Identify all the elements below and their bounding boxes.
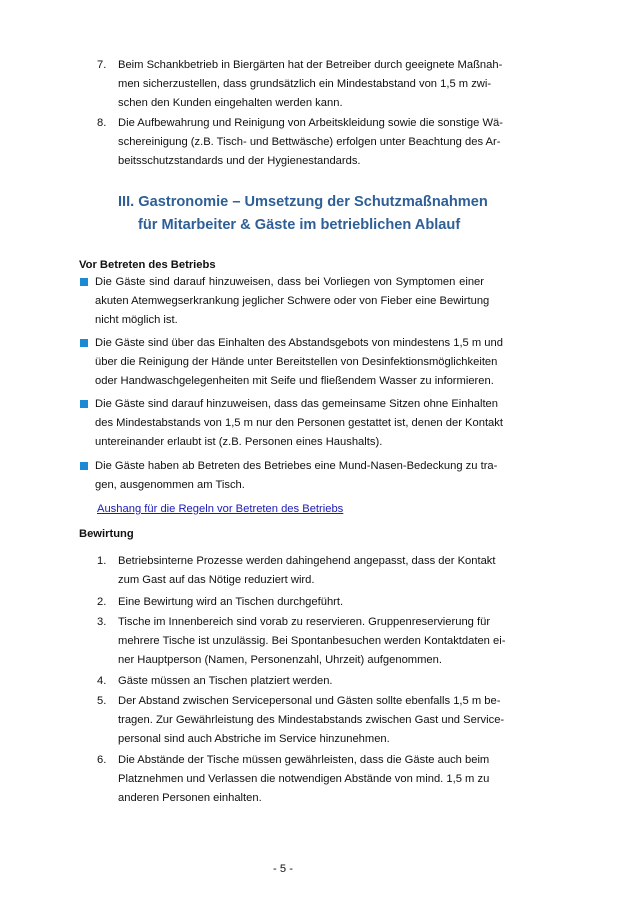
list-item bbox=[97, 751, 490, 808]
text-line: Gäste müssen an Tischen platziert werden. bbox=[118, 675, 333, 687]
item-number: 1. bbox=[97, 555, 107, 567]
text-line: Die Abstände der Tische müssen gewährleisten, dass die Gäste auch beim bbox=[118, 754, 490, 766]
square-bullet-icon bbox=[80, 339, 88, 347]
item-number: 4. bbox=[97, 675, 107, 687]
text-line: akuten Atemwegserkrankung jeglicher Schwere oder von Fieber eine Bewirtung bbox=[95, 295, 490, 307]
item-number: 7. bbox=[97, 59, 107, 71]
text-line: Die Gäste haben ab Betreten des Betriebes eine Mund-Nasen-Bedeckung zu tra- bbox=[95, 460, 498, 472]
text-line: Eine Bewirtung wird an Tischen durchgeführt. bbox=[118, 596, 344, 608]
item-number: 3. bbox=[97, 616, 107, 628]
item-text bbox=[118, 692, 505, 749]
bullet-item bbox=[95, 334, 503, 391]
text-line: tragen. Zur Gewährleistung des Mindestabstands zwischen Gast und Service- bbox=[118, 714, 505, 726]
list-item bbox=[97, 114, 503, 171]
text-line: mehrere Tische ist unzulässig. Bei Spontanbesuchen werden Kontaktdaten ei- bbox=[118, 635, 506, 647]
item-text bbox=[118, 56, 503, 113]
item-text bbox=[118, 613, 506, 670]
item-text bbox=[118, 593, 484, 612]
entry-rules-notice-link[interactable]: Aushang für die Regeln vor Betreten des Betriebs bbox=[97, 503, 344, 515]
subheading-service: Bewirtung bbox=[79, 528, 134, 540]
list-item bbox=[97, 593, 484, 612]
text-line: Tische im Innenbereich sind vorab zu reservieren. Gruppenreservierung für bbox=[118, 616, 491, 628]
item-text bbox=[118, 552, 496, 590]
text-line: Beim Schankbetrieb in Biergärten hat der Betreiber durch geeignete Maßnah- bbox=[118, 59, 503, 71]
bullet-text bbox=[95, 395, 503, 452]
text-line: men sicherzustellen, dass grundsätzlich ein Mindestabstand von 1,5 m zwi- bbox=[118, 78, 492, 90]
text-line: über die Reinigung der Hände unter Bereitstellen von Desinfektionsmöglichkeiten bbox=[95, 356, 498, 368]
text-line: Die Aufbewahrung und Reinigung von Arbeitskleidung sowie die sonstige Wä- bbox=[118, 117, 503, 129]
text-line: zum Gast auf das Nötige reduziert wird. bbox=[118, 574, 315, 586]
section-heading-line-1: III. Gastronomie – Umsetzung der Schutzmaßnahmen bbox=[118, 194, 488, 210]
item-number: 5. bbox=[97, 695, 107, 707]
text-line: Die Gäste sind darauf hinzuweisen, dass das gemeinsame Sitzen ohne Einhalten bbox=[95, 398, 498, 410]
list-item bbox=[97, 613, 506, 670]
page-number: - 5 - bbox=[273, 863, 293, 875]
text-line: Der Abstand zwischen Servicepersonal und Gästen sollte ebenfalls 1,5 m be- bbox=[118, 695, 501, 707]
text-line: beitsschutzstandards und der Hygienestandards. bbox=[118, 155, 361, 167]
text-line: anderen Personen einhalten. bbox=[118, 792, 262, 804]
text-line: schen den Kunden eingehalten werden kann. bbox=[118, 97, 343, 109]
bullet-text bbox=[95, 334, 503, 391]
list-item bbox=[97, 56, 503, 113]
subheading-before-entry: Vor Betreten des Betriebs bbox=[79, 259, 216, 271]
text-line: Die Gäste sind über das Einhalten des Abstandsgebots von mindestens 1,5 m und bbox=[95, 337, 503, 349]
square-bullet-icon bbox=[80, 462, 88, 470]
text-line: ner Hauptperson (Namen, Personenzahl, Uhrzeit) aufgenommen. bbox=[118, 654, 442, 666]
square-bullet-icon bbox=[80, 278, 88, 286]
section-heading-line-2: für Mitarbeiter & Gäste im betrieblichen Ablauf bbox=[138, 217, 461, 233]
text-line: Die Gäste sind darauf hinzuweisen, dass bei Vorliegen von Symptomen einer bbox=[95, 276, 484, 288]
bullet-text bbox=[95, 457, 498, 495]
text-line: oder Handwaschgelegenheiten mit Seife und fließendem Wasser zu informieren. bbox=[95, 375, 494, 387]
item-text bbox=[118, 114, 503, 171]
text-line: Betriebsinterne Prozesse werden dahingehend angepasst, dass der Kontakt bbox=[118, 555, 496, 567]
item-text bbox=[118, 672, 484, 691]
bullet-item bbox=[95, 457, 498, 495]
text-line: Platznehmen und Verlassen die notwendigen Abstände von mind. 1,5 m zu bbox=[118, 773, 490, 785]
list-item bbox=[97, 692, 505, 749]
text-line: personal sind auch Abstriche im Service hinzunehmen. bbox=[118, 733, 390, 745]
list-item bbox=[97, 672, 484, 691]
item-number: 2. bbox=[97, 596, 107, 608]
text-line: gen, ausgenommen am Tisch. bbox=[95, 479, 245, 491]
item-text bbox=[118, 751, 490, 808]
text-line: nicht möglich ist. bbox=[95, 314, 178, 326]
text-line: untereinander erlaubt ist (z.B. Personen eines Haushalts). bbox=[95, 436, 383, 448]
square-bullet-icon bbox=[80, 400, 88, 408]
bullet-item bbox=[95, 395, 503, 452]
text-line: schereinigung (z.B. Tisch- und Bettwäsche) erfolgen unter Beachtung des Ar- bbox=[118, 136, 501, 148]
item-number: 6. bbox=[97, 754, 107, 766]
list-item bbox=[97, 552, 496, 590]
bullet-text bbox=[95, 273, 490, 330]
bullet-item bbox=[95, 273, 490, 330]
item-number: 8. bbox=[97, 117, 107, 129]
text-line: des Mindestabstands von 1,5 m nur den Personen gestattet ist, denen der Kontakt bbox=[95, 417, 503, 429]
